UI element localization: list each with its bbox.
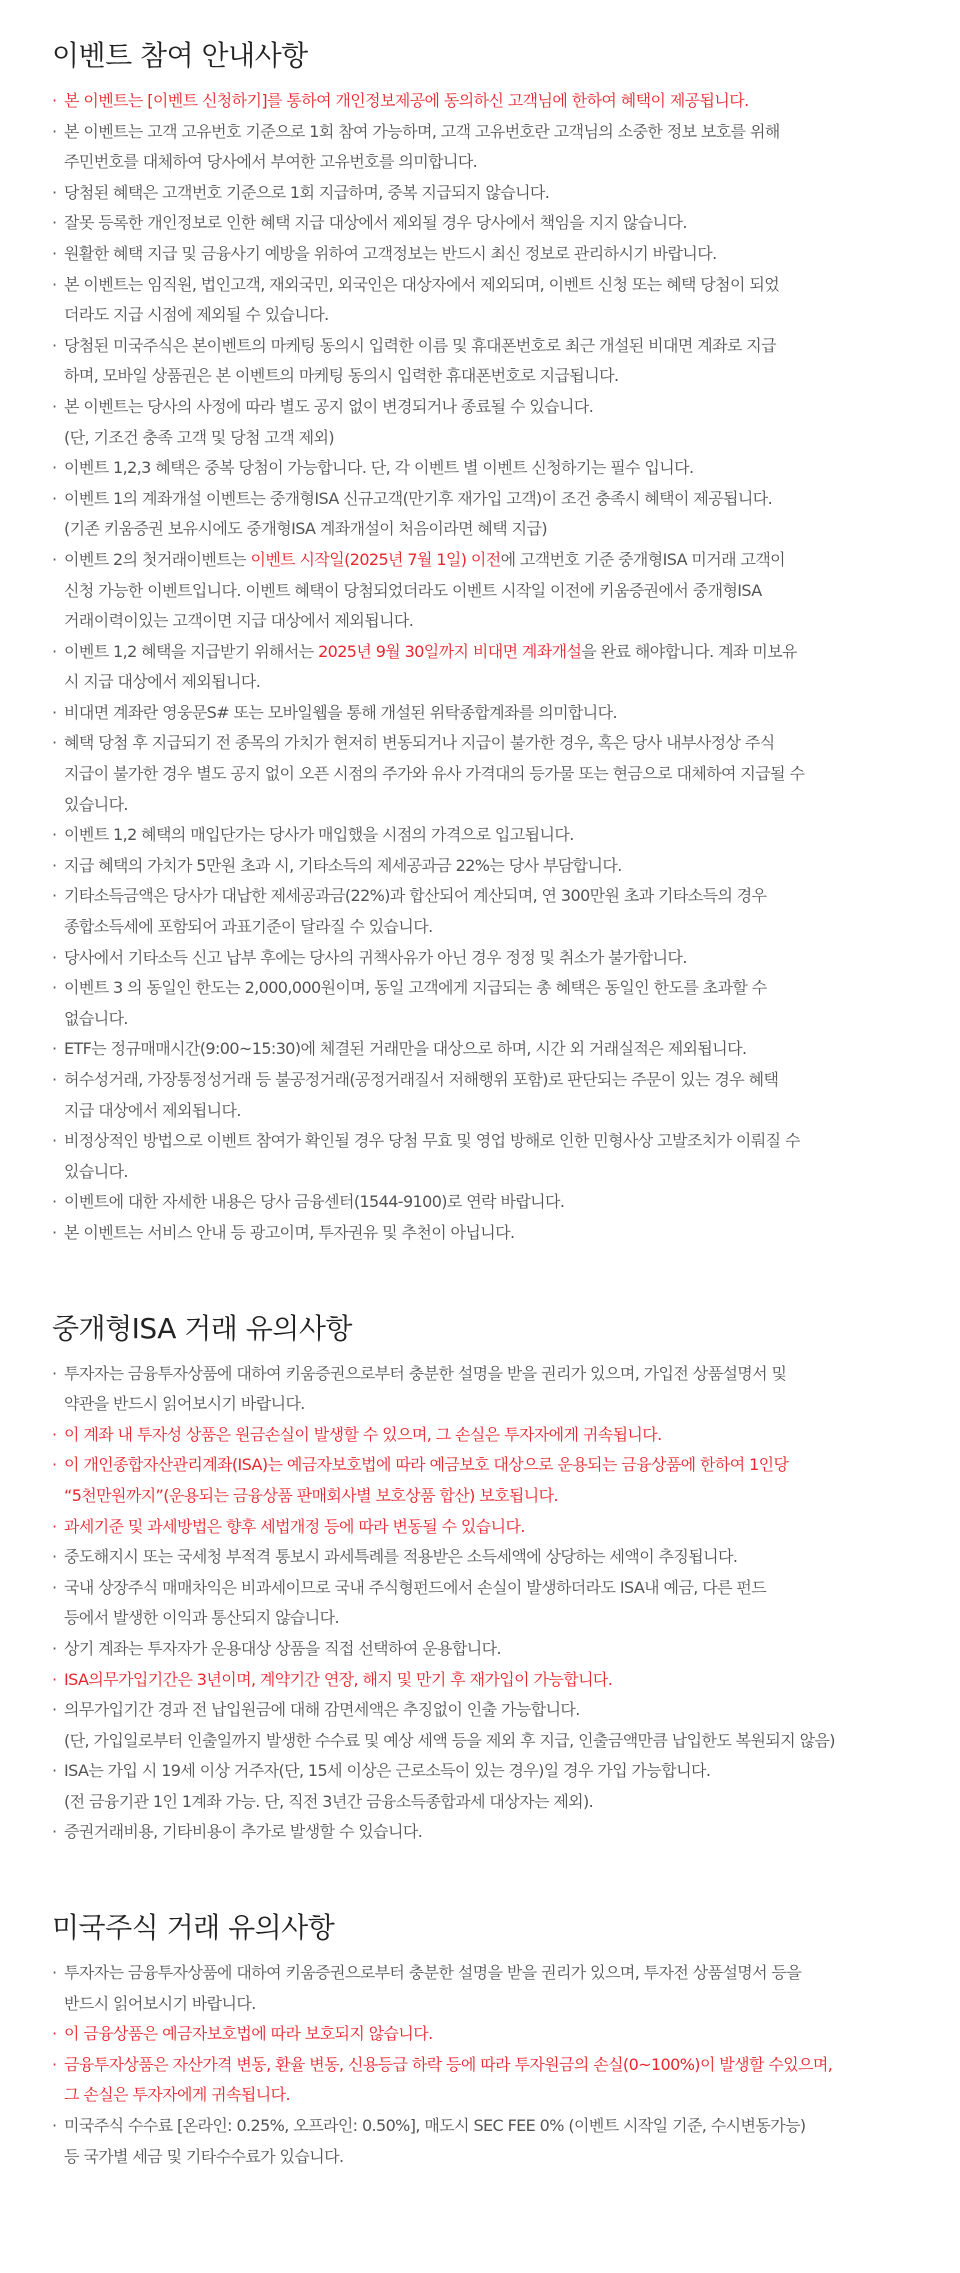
- notice-text: · 의무가입기간 경과 전 납입원금에 대해 감면세액은 추징없이 인출 가능합니다.: [64, 1700, 580, 1720]
- notice-item: [52, 851, 908, 882]
- notice-text: 거래이력이있는 고객이면 지급 대상에서 제외됩니다.: [64, 611, 414, 631]
- notice-line: [64, 637, 908, 668]
- notice-text: · 투자자는 금융투자상품에 대하여 키움증권으로부터 충분한 설명을 받을 권리가 있으며, 투자전 상품설명서 등을: [64, 1963, 802, 1983]
- notice-text: 약관을 반드시 읽어보시기 바랍니다.: [64, 1394, 305, 1414]
- notice-text: · 중도해지시 또는 국세청 부적격 통보시 과세특례를 적용받은 소득세액에 상당하는 세액이 추징됩니다.: [64, 1547, 738, 1567]
- notice-text: · ISA는 가입 시 19세 이상 거주자(단, 15세 이상은 근로소득이 있는 경우)일 경우 가입 가능합니다.: [64, 1761, 711, 1781]
- notice-item: [52, 1187, 908, 1218]
- notice-text: 주민번호를 대체하여 당사에서 부여한 고유번호를 의미합니다.: [64, 152, 478, 172]
- notice-item: [52, 1218, 908, 1249]
- notice-text: · 이 개인종합자산관리계좌(ISA)는 예금자보호법에 따라 예금보호 대상으로 운용되는 금융상품에 한하여 1인당: [64, 1455, 789, 1475]
- notice-line: [64, 545, 908, 576]
- notice-text: · 이벤트 1,2 혜택의 매입단가는 당사가 매입했을 시점의 가격으로 입고됩니다.: [64, 825, 574, 845]
- notice-item: [52, 2111, 908, 2172]
- notice-text: · 과세기준 및 과세방법은 향후 세법개정 등에 따라 변동될 수 있습니다.: [64, 1516, 525, 1536]
- notice-text: · ISA의무가입기간은 3년이며, 계약기간 연장, 해지 및 만기 후 재가입이 가능합니다.: [64, 1669, 613, 1689]
- notice-text: · 당첨된 미국주식은 본이벤트의 마케팅 동의시 입력한 이름 및 휴대폰번호로 최근 개설된 비대면 계좌로 지급: [64, 335, 776, 355]
- notice-text: 종합소득세에 포함되어 과표기준이 달라질 수 있습니다.: [64, 917, 433, 937]
- notice-list: [52, 1359, 908, 1849]
- notice-item: [52, 453, 908, 484]
- notice-text: · 본 이벤트는 서비스 안내 등 광고이며, 투자권유 및 추천이 아닙니다.: [64, 1222, 515, 1242]
- notice-item: [52, 2019, 908, 2050]
- event-participation-section: [52, 34, 908, 1249]
- notice-text: · 본 이벤트는 [이벤트 신청하기]를 통하여 개인정보제공에 동의하신 고객님에 한하여 혜택이 제공됩니다.: [64, 91, 749, 110]
- notice-item: [52, 1034, 908, 1065]
- notice-item: [52, 943, 908, 974]
- notice-text: · 증권거래비용, 기타비용이 추가로 발생할 수 있습니다.: [64, 1822, 423, 1842]
- notice-text: “5천만원까지”(운용되는 금융상품 판매회사별 보호상품 합산) 보호됩니다.: [64, 1485, 558, 1505]
- notice-text: 더라도 지급 시점에 제외될 수 있습니다.: [64, 305, 329, 325]
- section-title: 이벤트 참여 안내사항: [52, 39, 308, 72]
- notice-text: · 본 이벤트는 당사의 사정에 따라 별도 공지 없이 변경되거나 종료될 수 있습니다.: [64, 396, 594, 416]
- notice-text: · 지급 혜택의 가치가 5만원 초과 시, 기타소득의 제세공과금 22%는 당사 부담합니다.: [64, 855, 622, 875]
- notice-item: [52, 820, 908, 851]
- notice-text: 하며, 모바일 상품권은 본 이벤트의 마케팅 동의시 입력한 휴대폰번호로 지급됩니다.: [64, 366, 619, 386]
- notice-item: [52, 117, 908, 178]
- notice-text: 없습니다.: [64, 1008, 128, 1028]
- us-stock-caution-section: [52, 1906, 908, 2172]
- notice-text: · 혜택 당첨 후 지급되기 전 종목의 가치가 현저히 변동되거나 지급이 불가한 경우, 혹은 당사 내부사정상 주식: [64, 733, 775, 753]
- notice-text: 신청 가능한 이벤트입니다. 이벤트 혜택이 당첨되었더라도 이벤트 시작일 이전에 키움증권에서 중개형ISA: [64, 580, 762, 600]
- notice-text: · 잘못 등록한 개인정보로 인한 혜택 지급 대상에서 제외될 경우 당사에서 책임을 지지 않습니다.: [64, 213, 687, 233]
- notice-line: [64, 606, 908, 637]
- notice-item: [52, 2050, 908, 2111]
- notice-text: 있습니다.: [64, 1161, 128, 1181]
- notice-item: [52, 270, 908, 331]
- notice-text: 등 국가별 세금 및 기타수수료가 있습니다.: [64, 2146, 344, 2166]
- notice-item: [52, 881, 908, 942]
- notice-item: [52, 728, 908, 820]
- notice-text: · 이벤트 1,2,3 혜택은 중복 당첨이 가능합니다. 단, 각 이벤트 별 이벤트 신청하기는 필수 입니다.: [64, 458, 694, 478]
- notice-text: · 당첨된 혜택은 고객번호 기준으로 1회 지급하며, 중복 지급되지 않습니다.: [64, 182, 550, 202]
- notice-text: · 본 이벤트는 임직원, 법인고객, 재외국민, 외국인은 대상자에서 제외되며, 이벤트 신청 또는 혜택 당첨이 되었: [64, 274, 780, 294]
- notice-line: [64, 576, 908, 607]
- notice-item: [52, 1542, 908, 1573]
- notice-text: · 상기 계좌는 투자자가 운용대상 상품을 직접 선택하여 운용합니다.: [64, 1638, 502, 1658]
- notice-item: [52, 331, 908, 392]
- notice-text: 시 지급 대상에서 제외됩니다.: [64, 672, 261, 692]
- notice-text: 그 손실은 투자자에게 귀속됩니다.: [64, 2085, 290, 2105]
- section-title: 미국주식 거래 유의사항: [52, 1911, 335, 1945]
- notice-text: (기존 키움증권 보유시에도 중개형ISA 계좌개설이 처음이라면 혜택 지급): [64, 519, 547, 539]
- notice-text: · 이벤트 3 의 동일인 한도는 2,000,000원이며, 동일 고객에게 지급되는 총 혜택은 동일인 한도를 초과할 수: [64, 978, 767, 998]
- notice-text: · 투자자는 금융투자상품에 대하여 키움증권으로부터 충분한 설명을 받을 권리가 있으며, 가입전 상품설명서 및: [64, 1363, 787, 1383]
- notice-item: [52, 1420, 908, 1451]
- notice-item: [52, 239, 908, 270]
- notice-item: [52, 1817, 908, 1848]
- notice-text: · 이 계좌 내 투자성 상품은 원금손실이 발생할 수 있으며, 그 손실은 투자자에게 귀속됩니다.: [64, 1424, 662, 1444]
- notice-text: · 비대면 계좌란 영웅문S# 또는 모바일웹을 통해 개설된 위탁종합계좌를 의미합니다.: [64, 702, 617, 722]
- notice-item: [52, 1756, 908, 1817]
- section-title: 중개형ISA 거래 유의사항: [52, 1311, 352, 1345]
- notice-text: 이벤트 1,2 혜택을 지급받기 위해서는: [64, 641, 319, 661]
- notice-text: (단, 가입일로부터 인출일까지 발생한 수수료 및 예상 세액 등을 제외 후 지급, 인출금액만큼 납입한도 복원되지 않음): [64, 1730, 835, 1750]
- notice-text: · 비정상적인 방법으로 이벤트 참여가 확인될 경우 당첨 무효 및 영업 방해로 인한 민형사상 고발조치가 이뤄질 수: [64, 1131, 800, 1151]
- highlight-text: 2025년 9월 30일까지 비대면 계좌개설: [318, 641, 582, 661]
- notice-item: [52, 1634, 908, 1665]
- notice-item: [52, 392, 908, 453]
- notice-text: · 미국주식 수수료 [온라인: 0.25%, 오프라인: 0.50%], 매도시 SEC FEE 0% (이벤트 시작일 기준, 수시변동가능): [64, 2116, 806, 2136]
- notice-text: · 당사에서 기타소득 신고 납부 후에는 당사의 귀책사유가 아닌 경우 정정 및 취소가 불가합니다.: [64, 947, 687, 967]
- notice-text: · 허수성거래, 가장통정성거래 등 불공정거래(공정거래질서 저해행위 포함)로 판단되는 주문이 있는 경우 혜택: [64, 1070, 779, 1089]
- notice-text: · 본 이벤트는 고객 고유번호 기준으로 1회 참여 가능하며, 고객 고유번호란 고객님의 소중한 정보 보호를 위해: [64, 121, 780, 141]
- notice-item: [52, 484, 908, 545]
- notice-item: [52, 545, 908, 637]
- notice-text: · ETF는 정규매매시간(9:00~15:30)에 체결된 거래만을 대상으로 하며, 시간 외 거래실적은 제외됩니다.: [64, 1039, 747, 1059]
- notice-text: · 이 금융상품은 예금자보호법에 따라 보호되지 않습니다.: [64, 2024, 433, 2044]
- notice-item: [52, 698, 908, 729]
- notice-text: · 국내 상장주식 매매차익은 비과세이므로 국내 주식형펀드에서 손실이 발생하더라도 ISA내 예금, 다른 펀드: [64, 1577, 767, 1597]
- notice-text: · 금융투자상품은 자산가격 변동, 환율 변동, 신용등급 하락 등에 따라 투자원금의 손실(0~100%)이 발생할 수있으며,: [64, 2054, 833, 2074]
- notice-text: 있습니다.: [64, 794, 128, 814]
- notice-item: [52, 178, 908, 209]
- notice-item: [52, 1126, 908, 1187]
- notice-item: [52, 637, 908, 698]
- notice-text: · 이벤트 1의 계좌개설 이벤트는 중개형ISA 신규고객(만기후 재가입 고객)이 조건 충족시 혜택이 제공됩니다.: [64, 488, 773, 508]
- notice-text: (단, 기조건 충족 고객 및 당첨 고객 제외): [64, 427, 335, 447]
- notice-item: [52, 1695, 908, 1756]
- notice-item: [52, 1065, 908, 1126]
- notice-item: [52, 1450, 908, 1511]
- notice-text: 지급이 불가한 경우 별도 공지 없이 오픈 시점의 주가와 유사 가격대의 등가물 또는 현금으로 대체하여 지급될 수: [64, 764, 805, 784]
- notice-text: · 이벤트에 대한 자세한 내용은 당사 금융센터(1544-9100)로 연락 바랍니다.: [64, 1192, 565, 1212]
- notice-item: [52, 208, 908, 239]
- notice-text: (전 금융기관 1인 1계좌 가능. 단, 직전 3년간 금융소득종합과세 대상자는 제외).: [64, 1791, 594, 1811]
- notice-text: 이벤트 2의 첫거래이벤트는: [64, 549, 251, 569]
- notice-text: 등에서 발생한 이익과 통산되지 않습니다.: [64, 1608, 339, 1628]
- notice-text: · 기타소득금액은 당사가 대납한 제세공과금(22%)과 합산되어 계산되며, 연 300만원 초과 기타소득의 경우: [64, 886, 767, 906]
- notice-item: [52, 973, 908, 1034]
- notice-list: [52, 1958, 908, 2172]
- notice-item: [52, 1359, 908, 1420]
- notice-list: [52, 86, 908, 1249]
- notice-item: [52, 1665, 908, 1696]
- notice-text: 반드시 읽어보시기 바랍니다.: [64, 1993, 256, 2013]
- notice-item: [52, 1573, 908, 1634]
- notice-text: 을 완료 해야합니다. 계좌 미보유: [581, 641, 797, 661]
- notice-item: [52, 1512, 908, 1543]
- notice-item: [52, 1958, 908, 2019]
- notice-text: 지급 대상에서 제외됩니다.: [64, 1100, 241, 1120]
- notice-text: 에 고객번호 기준 중개형ISA 미거래 고객이: [500, 549, 786, 569]
- notice-item: [52, 86, 908, 117]
- notice-line: [64, 667, 908, 698]
- notice-text: · 원활한 혜택 지급 및 금융사기 예방을 위하여 고객정보는 반드시 최신 정보로 관리하시기 바랍니다.: [64, 243, 717, 263]
- highlight-text: 이벤트 시작일(2025년 7월 1일) 이전: [250, 549, 501, 569]
- isa-caution-section: [52, 1307, 908, 1849]
